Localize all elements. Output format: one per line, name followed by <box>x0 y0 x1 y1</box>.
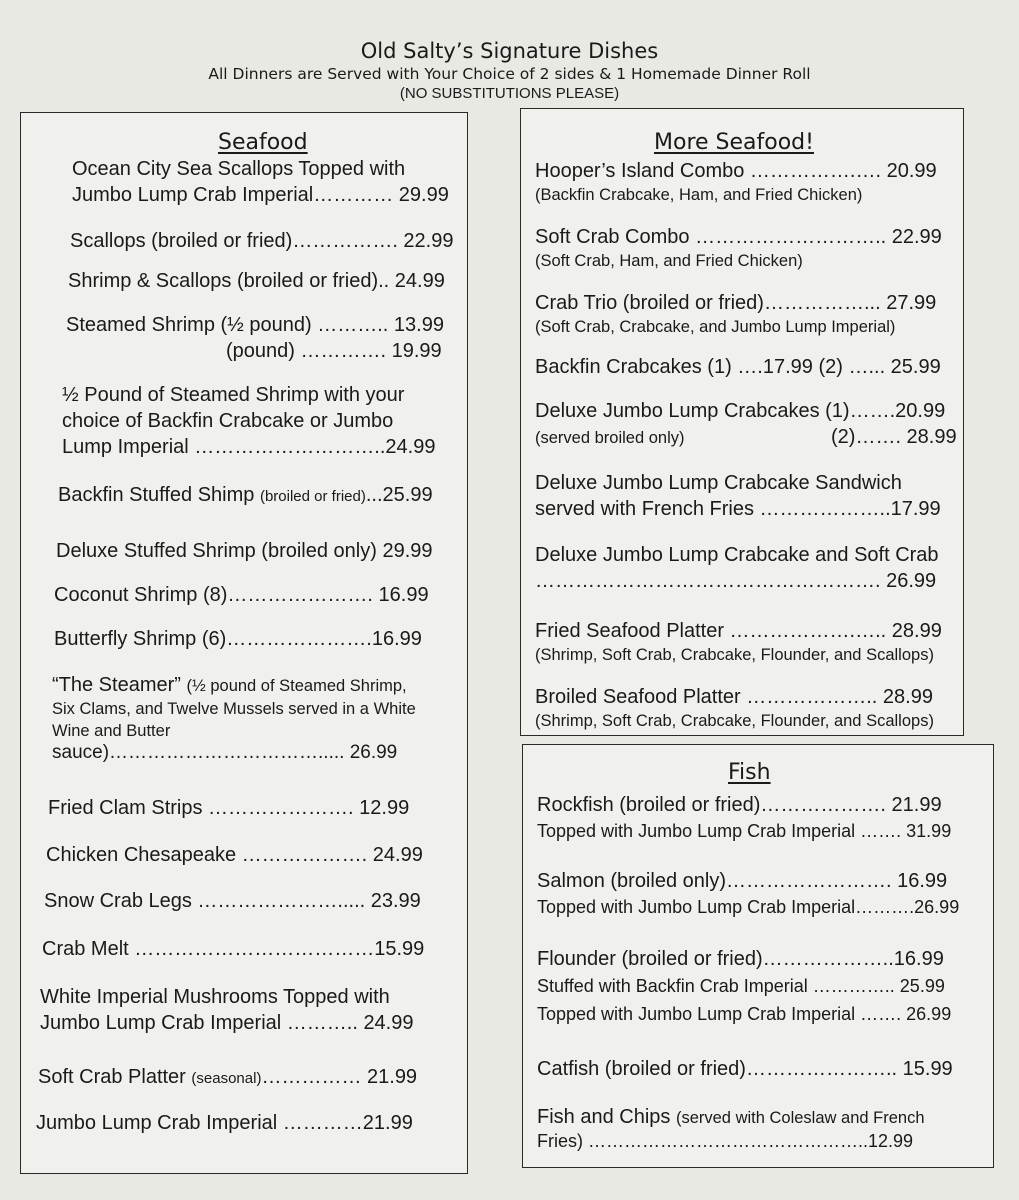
item-line: Fried Seafood Platter ……………….….. 28.99 <box>535 620 942 642</box>
item-line: Butterfly Shrimp (6)………………….16.99 <box>54 628 422 650</box>
menu-item <box>535 618 942 666</box>
menu-item <box>40 984 414 1036</box>
menu-item <box>68 268 445 294</box>
item-note: (Shrimp, Soft Crab, Crabcake, Flounder, and Scallops) <box>535 646 934 664</box>
item-note: (Soft Crab, Crabcake, and Jumbo Lump Imperial) <box>535 318 896 336</box>
menu-item <box>52 672 416 764</box>
more-seafood-title: More Seafood! <box>654 130 814 155</box>
menu-item <box>535 354 941 380</box>
item-line: Fried Clam Strips …………………. 12.99 <box>48 797 410 819</box>
item-line: Scallops (broiled or fried)……………. 22.99 <box>70 230 454 252</box>
item-line: Soft Crab Combo ……………………….. 22.99 <box>535 226 942 248</box>
menu-item <box>38 1064 417 1092</box>
item-line: Jumbo Lump Crab Imperial …………21.99 <box>36 1112 413 1134</box>
item-line: Deluxe Jumbo Lump Crabcakes (1)…….20.99 <box>535 400 946 422</box>
item-line: Fish and Chips <box>537 1106 671 1128</box>
menu-item <box>66 312 444 364</box>
item-line: Fries) ………………………………………..12.99 <box>537 1131 914 1151</box>
item-line: Rockfish (broiled or fried)………………. 21.99 <box>537 794 942 816</box>
menu-header <box>0 38 1019 104</box>
item-line: ……………………………………………. 26.99 <box>535 570 937 592</box>
item-note: (Backfin Crabcake, Ham, and Fried Chicken) <box>535 186 863 204</box>
menu-item <box>56 538 433 564</box>
item-line: Jumbo Lump Crab Imperial ……….. 24.99 <box>40 1012 414 1034</box>
item-line: (pound) …………. 19.99 <box>226 340 442 362</box>
menu-item <box>537 1104 925 1152</box>
menu-item <box>535 542 939 594</box>
item-line: “The Steamer” <box>52 674 181 696</box>
item-price: …………… 21.99 <box>261 1066 418 1088</box>
item-note: (served with Coleslaw and French <box>675 1109 925 1127</box>
item-line: Flounder (broiled or fried)………………..16.99 <box>537 948 944 970</box>
item-note: (broiled or fried) <box>259 488 366 505</box>
menu-item <box>535 398 957 450</box>
item-line: Shrimp & Scallops (broiled or fried).. 24.99 <box>68 270 445 292</box>
item-line: Stuffed with Backfin Crab Imperial ………….. 25.99 <box>537 976 945 996</box>
item-line: choice of Backfin Crabcake or Jumbo <box>62 410 394 432</box>
menu-item <box>535 290 936 338</box>
item-note: (Shrimp, Soft Crab, Crabcake, Flounder, and Scallops) <box>535 712 934 730</box>
item-line: ½ Pound of Steamed Shrimp with your <box>62 384 405 406</box>
item-line: Crab Trio (broiled or fried)……………... 27.99 <box>535 292 937 314</box>
item-line: Topped with Jumbo Lump Crab Imperial ……. 31.99 <box>537 821 952 841</box>
menu-item <box>62 382 435 460</box>
item-line: Backfin Stuffed Shimp <box>58 484 255 506</box>
menu-item <box>58 482 433 510</box>
menu-item <box>70 228 453 254</box>
item-line: Wine and Butter <box>52 722 171 740</box>
item-price: ...25.99 <box>365 484 433 506</box>
item-line: Topped with Jumbo Lump Crab Imperial ……. 26.99 <box>537 1004 952 1024</box>
item-line: served with French Fries ………………..17.99 <box>535 498 941 520</box>
menu-subtitle: All Dinners are Served with Your Choice of 2 sides & 1 Homemade Dinner Roll <box>208 65 811 83</box>
item-line: Hooper’s Island Combo …………….…. 20.99 <box>535 160 937 182</box>
item-line: Snow Crab Legs …………………..... 23.99 <box>44 890 421 912</box>
item-line: Chicken Chesapeake ………………. 24.99 <box>46 844 423 866</box>
menu-item <box>535 158 937 206</box>
menu-item <box>537 868 959 920</box>
menu-item <box>535 470 941 522</box>
item-note: (served broiled only) <box>535 429 685 447</box>
menu-item <box>46 842 423 868</box>
item-line: Salmon (broiled only)……………………. 16.99 <box>537 870 948 892</box>
menu-item <box>36 1110 413 1136</box>
menu-item <box>537 946 951 1028</box>
item-price: (2)……. 28.99 <box>831 426 957 448</box>
item-line: sauce)……………………………..... 26.99 <box>52 742 398 763</box>
menu-item <box>72 156 449 208</box>
menu-item <box>44 888 421 914</box>
menu-note: (NO SUBSTITUTIONS PLEASE) <box>399 85 620 102</box>
menu-item <box>48 795 409 821</box>
menu-item <box>537 1056 953 1082</box>
menu-item <box>54 582 429 608</box>
item-line: Six Clams, and Twelve Mussels served in a White <box>52 700 416 718</box>
item-line: Deluxe Jumbo Lump Crabcake Sandwich <box>535 472 902 494</box>
fish-title: Fish <box>728 760 771 785</box>
menu-item <box>42 936 424 962</box>
item-line: Soft Crab Platter <box>38 1066 186 1088</box>
item-line: Lump Imperial ………………………..24.99 <box>62 436 436 458</box>
item-note: (½ pound of Steamed Shrimp, <box>186 677 407 695</box>
item-line: Deluxe Jumbo Lump Crabcake and Soft Crab <box>535 544 939 566</box>
menu-item <box>54 626 422 652</box>
menu-item <box>535 684 934 732</box>
item-note: (seasonal) <box>191 1070 262 1087</box>
item-line: White Imperial Mushrooms Topped with <box>40 986 390 1008</box>
item-note: (Soft Crab, Ham, and Fried Chicken) <box>535 252 803 270</box>
item-line: Backfin Crabcakes (1) ….17.99 (2) …... 25.99 <box>535 356 941 378</box>
item-line: Topped with Jumbo Lump Crab Imperial……….26.99 <box>537 897 960 917</box>
item-line: Coconut Shrimp (8)…………………. 16.99 <box>54 584 429 606</box>
item-line: Jumbo Lump Crab Imperial………… 29.99 <box>72 184 449 206</box>
item-line: Ocean City Sea Scallops Topped with <box>72 158 406 180</box>
seafood-title: Seafood <box>218 130 308 155</box>
menu-title: Old Salty’s Signature Dishes <box>360 39 659 63</box>
item-line: Catfish (broiled or fried)………………….. 15.99 <box>537 1058 953 1080</box>
menu-item <box>537 792 951 844</box>
menu-item <box>535 224 942 272</box>
item-line: Broiled Seafood Platter ……………….. 28.99 <box>535 686 933 708</box>
item-line: Deluxe Stuffed Shrimp (broiled only) 29.99 <box>56 540 433 562</box>
item-line: Crab Melt ………………………………15.99 <box>42 938 425 960</box>
item-line: Steamed Shrimp (½ pound) ……….. 13.99 <box>66 314 444 336</box>
